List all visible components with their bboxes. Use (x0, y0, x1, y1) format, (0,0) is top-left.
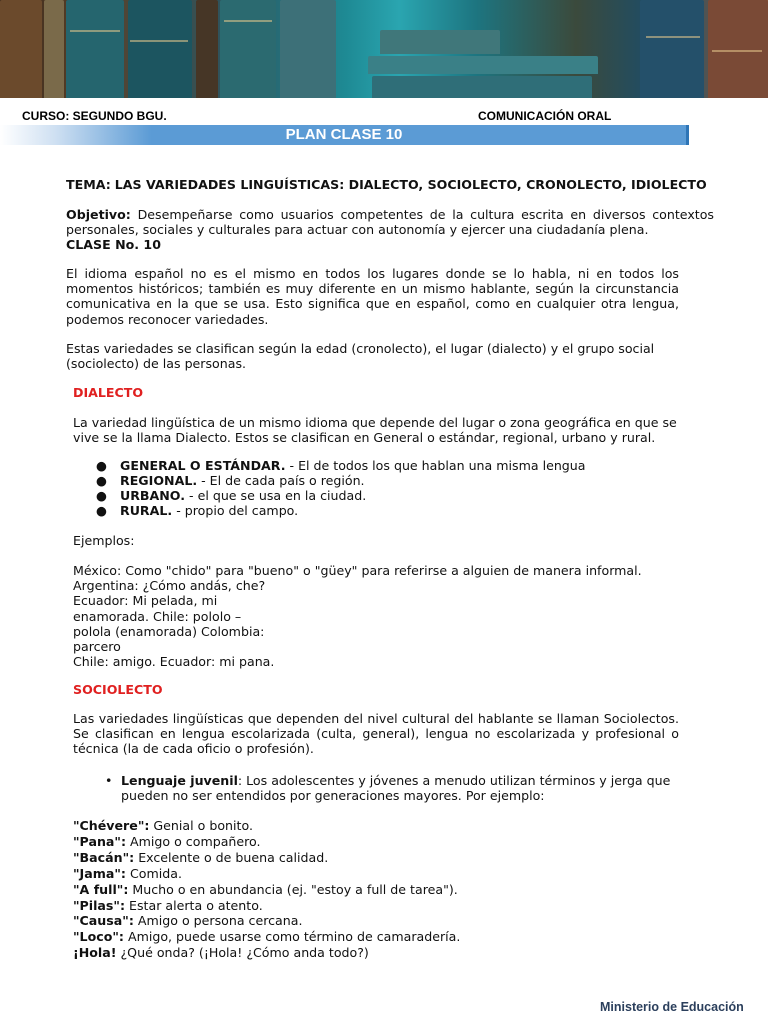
list-item: "Pilas": Estar alerta o atento. (73, 897, 263, 913)
example-line: polola (enamorada) Colombia: (73, 623, 265, 639)
example-line: enamorada. Chile: pololo – (73, 608, 242, 624)
bullet-icon: ● (96, 488, 107, 503)
subject-label: COMUNICACIÓN ORAL (478, 109, 612, 123)
list-item: ¡Hola! ¿Qué onda? (¡Hola! ¿Cómo anda todo?) (73, 945, 369, 961)
example-line: Chile: amigo. Ecuador: mi pana. (73, 654, 275, 670)
course-label: CURSO: SEGUNDO BGU. (22, 109, 167, 123)
list-item: ● GENERAL O ESTÁNDAR. - El de todos los que hablan una misma lengua (96, 458, 586, 473)
example-line: México: Como "chido" para "bueno" o "güey" para referirse a alguien de manera informal. (73, 563, 642, 578)
slang-list (73, 818, 693, 961)
header-banner-image (0, 0, 768, 98)
sociolecto-definition: Las variedades lingüísticas que dependen del nivel cultural del hablante se llaman Sociolectos. Se clasifican en lengua escolarizada (culta, general), lengua no escolarizada y profesional o técnica (la de cada oficio o profesión). (73, 711, 679, 757)
plan-bar-end (686, 125, 689, 145)
plan-title: PLAN CLASE 10 (285, 126, 403, 143)
tema-heading: TEMA: LAS VARIEDADES LINGUÍSTICAS: DIALECTO, SOCIOLECTO, CRONOLECTO, IDIOLECTO (66, 177, 707, 192)
intro-paragraph-2: Estas variedades se clasifican según la edad (cronolecto), el lugar (dialecto) y el grupo social (sociolecto) de las personas. (66, 341, 655, 372)
example-line: Argentina: ¿Cómo andás, che? (73, 578, 266, 594)
objetivo: Objetivo: Desempeñarse como usuarios competentes de la cultura escrita en diversos contextos personales, sociales y culturales para actuar con autonomía y ejercer una ciudadanía plena. (66, 207, 714, 238)
intro-paragraph-1: El idioma español no es el mismo en todos los lugares donde se lo habla, ni en todos los momentos históricos; también es muy diferente en un mismo hablante, según la circunstancia comunicativa en la que se usa. Esto significa que en español, como en cualquier otra lengua, podemos reconocer variedades. (66, 266, 679, 327)
examples-label: Ejemplos: (73, 533, 135, 548)
plan-title-bar (0, 125, 688, 145)
list-item: "Jama": Comida. (73, 865, 182, 881)
list-item: ● RURAL. - propio del campo. (96, 503, 299, 518)
ministry-logo-text: Ministerio de Educación (600, 1000, 744, 1014)
juvenil-item: • Lenguaje juvenil: Los adolescentes y jóvenes a menudo utilizan términos y jerga que pueden no ser entendidos por generaciones mayores. Por ejemplo: (105, 773, 671, 804)
example-line: Ecuador: Mi pelada, mi (73, 593, 218, 609)
list-item: "Chévere": Genial o bonito. (73, 818, 253, 833)
bullet-icon: ● (96, 503, 107, 518)
clase-number: CLASE No. 10 (66, 237, 161, 252)
examples-block (73, 563, 693, 669)
list-item: "A full": Mucho o en abundancia (ej. "estoy a full de tarea"). (73, 881, 458, 897)
list-item: "Bacán": Excelente o de buena calidad. (73, 849, 329, 865)
bullet-icon: ● (96, 473, 107, 488)
list-item: "Pana": Amigo o compañero. (73, 833, 261, 849)
dialecto-heading: DIALECTO (73, 385, 144, 400)
list-item: ● URBANO. - el que se usa en la ciudad. (96, 488, 367, 503)
dialecto-definition: La variedad lingüística de un mismo idioma que depende del lugar o zona geográfica en que se vive se la llama Dialecto. Estos se clasifican en General o estándar, regional, urbano y rural. (73, 415, 677, 446)
list-item: "Loco": Amigo, puede usarse como término de camaradería. (73, 929, 461, 945)
bullet-icon: ● (96, 458, 107, 473)
dialecto-list (96, 458, 586, 518)
example-line: parcero (73, 639, 121, 655)
bullet-icon: • (105, 773, 113, 788)
list-item: ● REGIONAL. - El de cada país o región. (96, 473, 365, 488)
sociolecto-heading: SOCIOLECTO (73, 682, 163, 697)
list-item: "Causa": Amigo o persona cercana. (73, 913, 303, 929)
